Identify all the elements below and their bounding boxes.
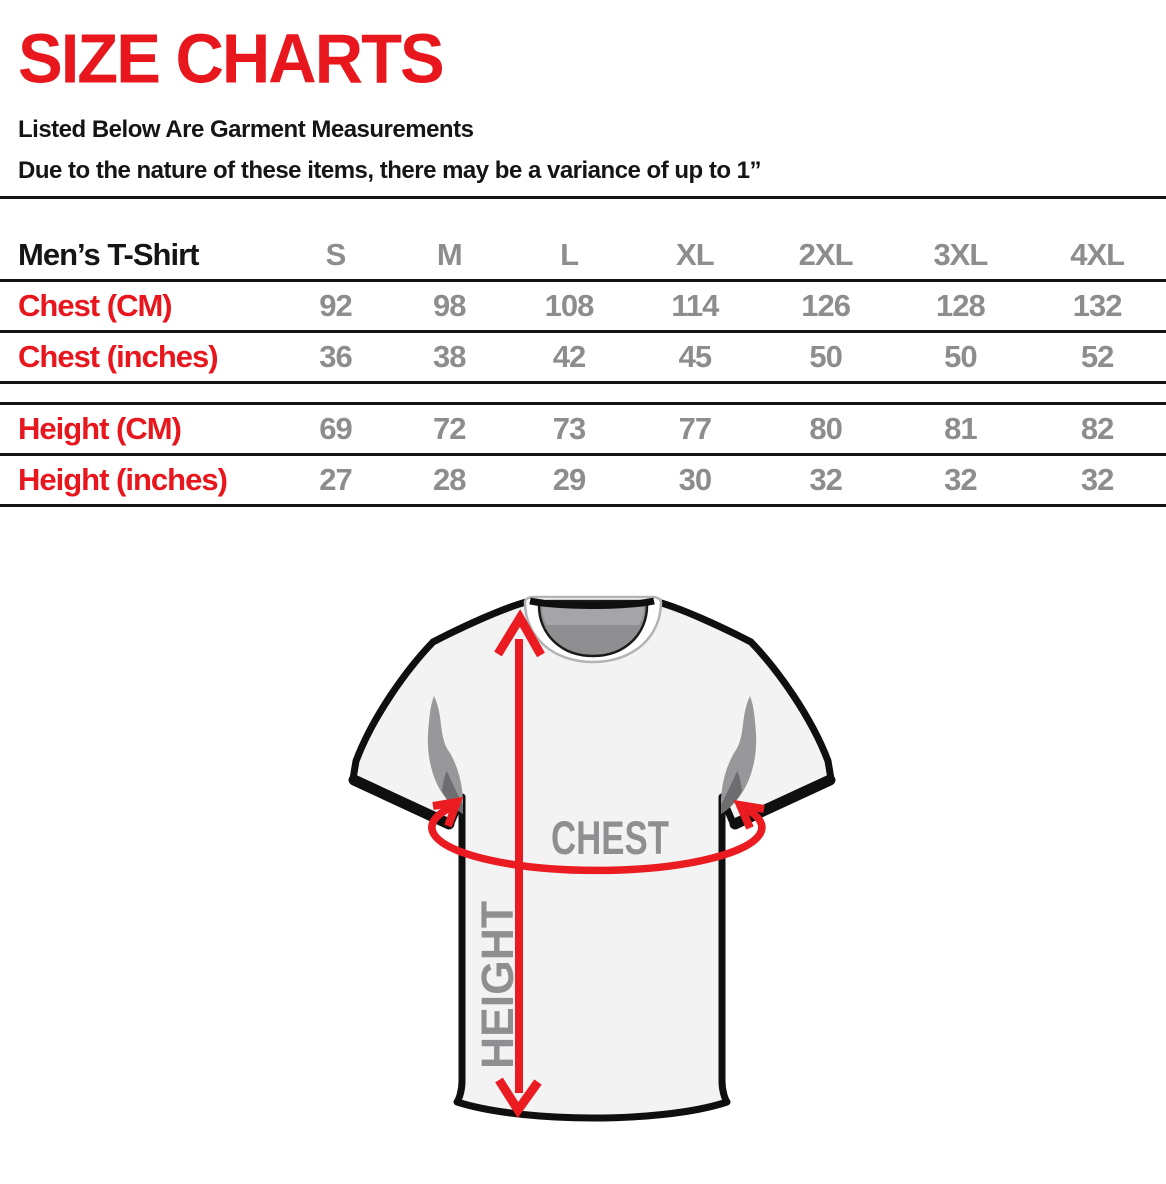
table-row-height-inches (0, 456, 1166, 507)
cell-value: 32 (1080, 462, 1114, 497)
cell-value: 36 (319, 339, 352, 374)
cell-value: 128 (936, 288, 985, 323)
size-header-s: S (325, 237, 346, 272)
cell-value: 82 (1080, 411, 1114, 446)
cell-value: 92 (319, 288, 352, 323)
cell-value: 73 (552, 411, 586, 446)
page-title: SIZE CHARTS (18, 19, 443, 98)
cell-value: 114 (671, 288, 719, 323)
tshirt-graphic (0, 507, 1166, 1161)
collar-inner-highlight (542, 607, 644, 625)
size-header-4xl: 4XL (1070, 237, 1125, 272)
cell-value: 77 (678, 411, 712, 446)
table-row-chest-cm (0, 282, 1166, 333)
cell-value: 50 (809, 339, 842, 374)
table-header-row (0, 199, 1166, 282)
tshirt-diagram (0, 507, 1166, 1161)
cell-value: 80 (809, 411, 842, 446)
cell-value: 28 (433, 462, 466, 497)
cell-value: 81 (944, 411, 977, 446)
cell-value: 98 (433, 288, 466, 323)
chest-label: CHEST (551, 811, 670, 864)
cell-value: 72 (433, 411, 466, 446)
subtitle-variance: Due to the nature of these items, there may be a variance of up to 1” (18, 157, 762, 184)
product-name: Men’s T-Shirt (18, 237, 199, 272)
size-header-l: L (560, 237, 579, 272)
row-label: Chest (inches) (18, 339, 218, 374)
cell-value: 52 (1080, 339, 1114, 374)
table-group-divider (0, 384, 1166, 405)
cell-value: 32 (809, 462, 842, 497)
cell-value: 45 (678, 339, 712, 374)
cell-value: 126 (801, 288, 850, 323)
table-row-chest-inches (0, 333, 1166, 384)
cell-value: 50 (944, 339, 977, 374)
cell-value: 132 (1072, 288, 1122, 323)
cell-value: 27 (319, 462, 352, 497)
cell-value: 108 (544, 288, 594, 323)
height-label: HEIGHT (472, 898, 523, 1069)
size-header-m: M (436, 237, 462, 272)
cell-value: 38 (433, 339, 466, 374)
cell-value: 69 (319, 411, 352, 446)
size-chart-table (0, 196, 1166, 507)
size-header-3xl: 3XL (933, 237, 988, 272)
cell-value: 32 (944, 462, 977, 497)
row-label: Chest (CM) (18, 288, 172, 323)
table-row-height-cm (0, 405, 1166, 456)
row-label: Height (inches) (18, 462, 227, 497)
size-header-2xl: 2XL (798, 237, 853, 272)
subtitle-measurements: Listed Below Are Garment Measurements (18, 116, 474, 143)
row-label: Height (CM) (18, 411, 181, 446)
cell-value: 42 (552, 339, 586, 374)
cell-value: 29 (552, 462, 586, 497)
size-header-xl: XL (676, 237, 714, 272)
cell-value: 30 (678, 462, 712, 497)
